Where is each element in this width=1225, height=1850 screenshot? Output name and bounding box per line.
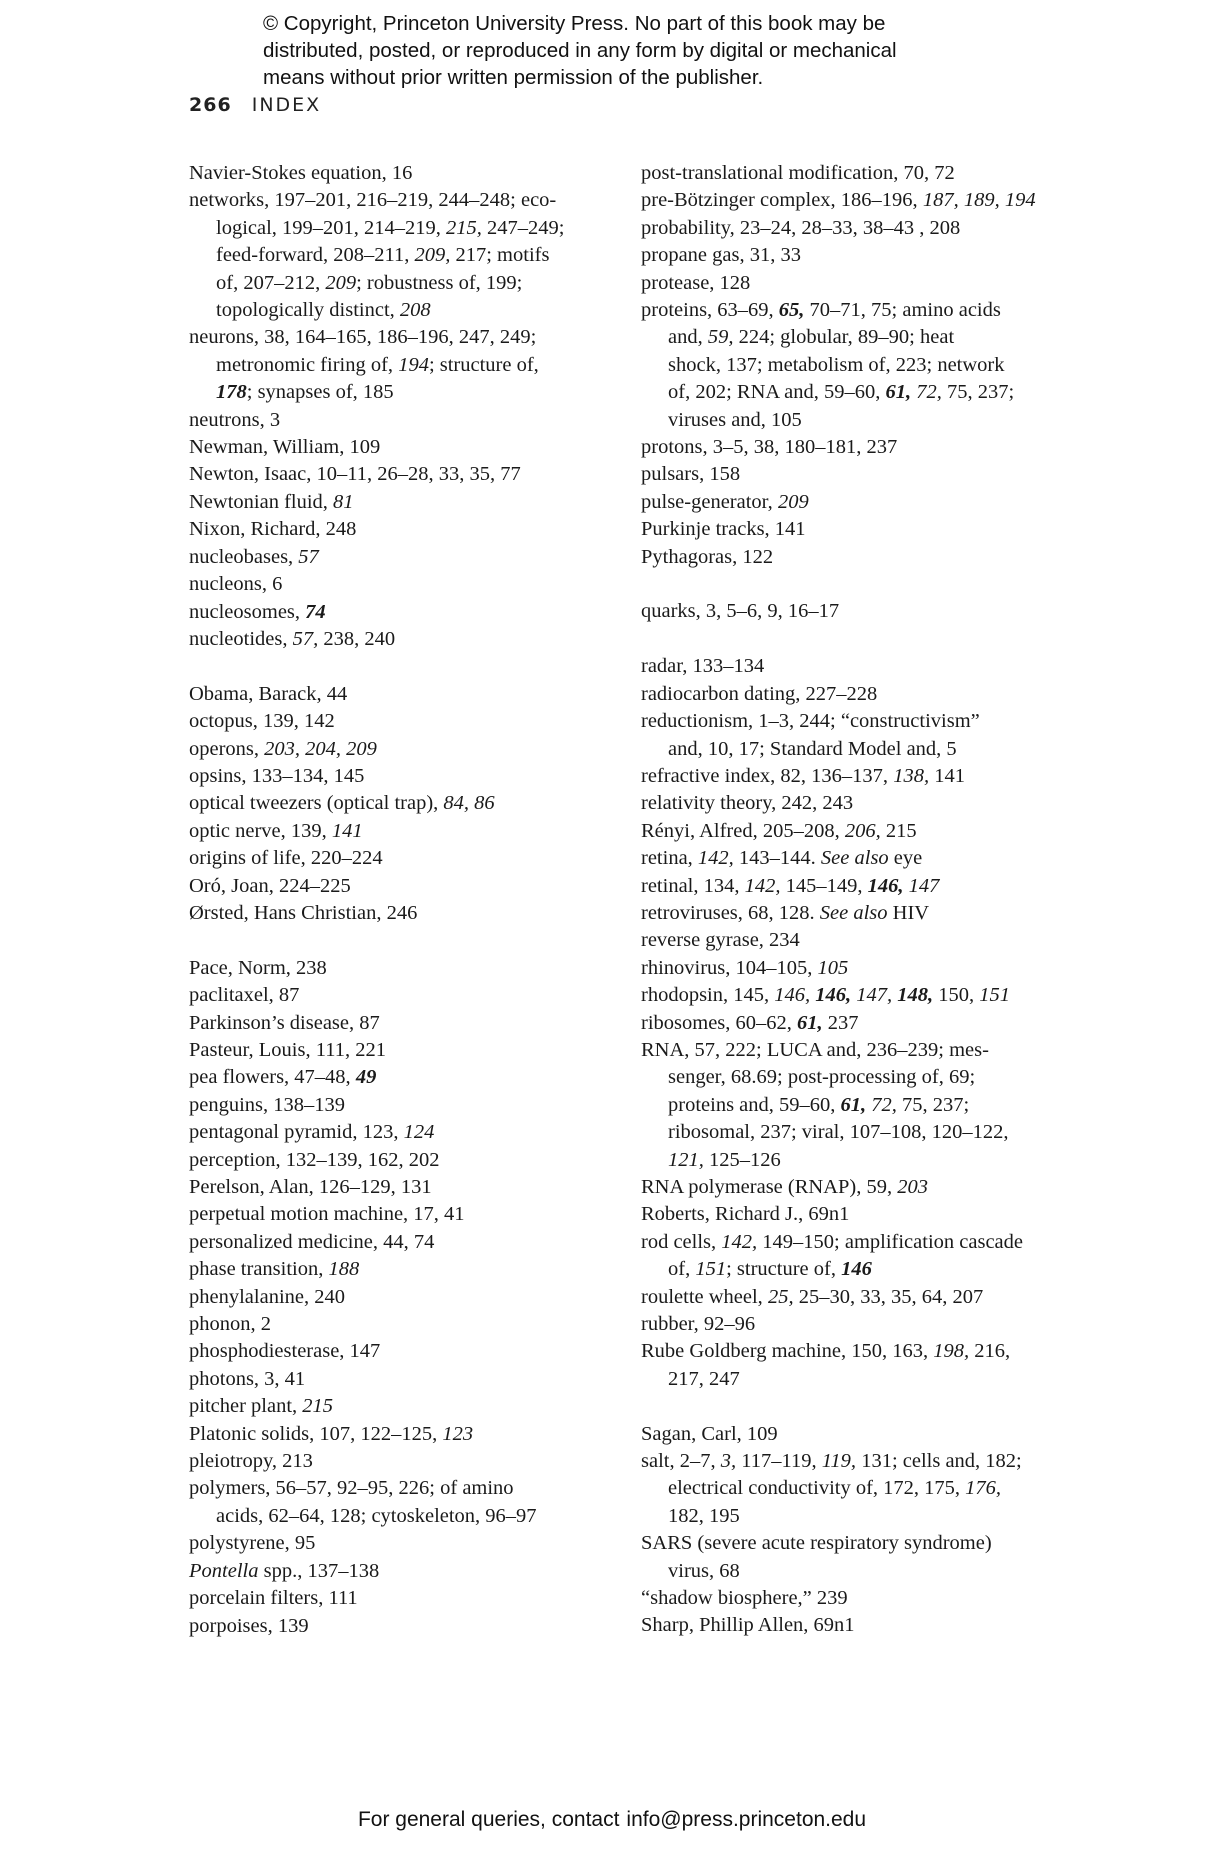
index-entry: origins of life, 220–224 <box>189 847 383 870</box>
index-entry: reductionism, 1–3, 244; “constructivism” and, 10, 17; Standard Model and, 5 <box>641 710 980 760</box>
index-entry: nucleons, 6 <box>189 573 283 596</box>
index-entry: Obama, Barack, 44 <box>189 682 348 705</box>
index-entry: post-translational modification, 70, 72 <box>641 162 955 184</box>
index-entry: optical tweezers (optical trap), 84, 86 <box>189 792 495 815</box>
index-entry: salt, 2–7, 3, 117–119, 119, 131; cells and, 182; electrical conductivity of, 172, 175, 176, 182, 195 <box>641 1450 1022 1527</box>
index-entry: relativity theory, 242, 243 <box>641 792 854 815</box>
index-entry: rhodopsin, 145, 146, 146, 147, 148, 150, 151 <box>641 984 1010 1007</box>
copyright-notice <box>263 10 983 91</box>
index-entry: phenylalanine, 240 <box>189 1285 345 1308</box>
contact-email-link[interactable]: info@press.princeton.edu <box>626 1808 867 1831</box>
index-entry: rhinovirus, 104–105, 105 <box>641 956 849 979</box>
index-entry: pulse-generator, 209 <box>641 490 809 513</box>
index-entry: retinal, 134, 142, 145–149, 146, 147 <box>641 874 940 897</box>
index-entry: porcelain filters, 111 <box>189 1587 358 1610</box>
index-entry: Pasteur, Louis, 111, 221 <box>189 1038 386 1061</box>
index-entry: protons, 3–5, 38, 180–181, 237 <box>641 436 898 459</box>
index-entry: rubber, 92–96 <box>641 1313 756 1336</box>
index-entry: Perelson, Alan, 126–129, 131 <box>189 1176 432 1198</box>
page-number: 266 <box>189 94 232 116</box>
index-entry: Sharp, Phillip Allen, 69n1 <box>641 1614 855 1637</box>
index-entry: Pontella spp., 137–138 <box>189 1559 380 1582</box>
index-entry: proteins, 63–69, 65, 70–71, 75; amino acids and, 59, 224; globular, 89–90; heat shock, 137; metabolism of, 223; network of, 202; RNA and, 59–60, 61, 72, 75, 237; viruses and, 105 <box>641 299 1015 431</box>
index-entry: porpoises, 139 <box>189 1614 309 1637</box>
index-entry: radiocarbon dating, 227–228 <box>641 682 878 705</box>
index-entry: octopus, 139, 142 <box>189 710 335 733</box>
index-entry: phosphodiesterase, 147 <box>189 1340 381 1363</box>
index-entry: Pythagoras, 122 <box>641 545 774 568</box>
index-entry: quarks, 3, 5–6, 9, 16–17 <box>641 600 840 623</box>
index-entry: RNA, 57, 222; LUCA and, 236–239; mes- senger, 68.69; post-processing of, 69; proteins and, 59–60, 61, 72, 75, 237; ribosomal, 237; viral, 107–108, 120–122, 121, 125–126 <box>641 1038 1009 1171</box>
copyright-line: distributed, posted, or reproduced in any form by digital or mechanical <box>263 39 897 62</box>
index-column-left <box>189 160 609 1640</box>
footer-text: For general queries, contact <box>357 1808 620 1831</box>
index-entry: neutrons, 3 <box>189 408 281 431</box>
index-entry: pleiotropy, 213 <box>189 1450 313 1473</box>
index-entry: nucleobases, 57 <box>189 545 319 568</box>
index-entry: Newtonian fluid, 81 <box>189 490 354 513</box>
index-entry: pentagonal pyramid, 123, 124 <box>189 1121 435 1144</box>
index-entry: Sagan, Carl, 109 <box>641 1422 778 1445</box>
index-entry: opsins, 133–134, 145 <box>189 764 365 787</box>
running-head <box>189 94 321 116</box>
index-entry: Newton, Isaac, 10–11, 26–28, 33, 35, 77 <box>189 463 521 486</box>
index-entry: pea flowers, 47–48, 49 <box>189 1066 377 1089</box>
index-entry: retina, 142, 143–144. See also eye <box>641 847 923 870</box>
index-entry: optic nerve, 139, 141 <box>189 819 363 842</box>
index-entry: Parkinson’s disease, 87 <box>189 1011 380 1034</box>
footer <box>0 1808 1225 1832</box>
index-entry: operons, 203, 204, 209 <box>189 737 377 760</box>
index-entry: Roberts, Richard J., 69n1 <box>641 1203 850 1226</box>
index-entry: neurons, 38, 164–165, 186–196, 247, 249; metronomic firing of, 194; structure of, 178; synapses of, 185 <box>189 326 539 404</box>
index-entry: Rube Goldberg machine, 150, 163, 198, 216, 217, 247 <box>641 1340 1011 1390</box>
index-entry: Pace, Norm, 238 <box>189 956 327 979</box>
index-entry: networks, 197–201, 216–219, 244–248; eco- logical, 199–201, 214–219, 215, 247–249; feed-forward, 208–211, 209, 217; motifs of, 207–212, 209; robustness of, 199; topologically distinct, 208 <box>189 189 565 322</box>
index-entry: pitcher plant, 215 <box>189 1395 334 1418</box>
index-entry: polystyrene, 95 <box>189 1532 316 1555</box>
section-title: INDEX <box>251 94 322 116</box>
index-entry: Platonic solids, 107, 122–125, 123 <box>189 1422 474 1445</box>
copyright-line: © Copyright, Princeton University Press. No part of this book may be <box>263 12 886 35</box>
index-entry: roulette wheel, 25, 25–30, 33, 35, 64, 207 <box>641 1285 984 1308</box>
index-entry: reverse gyrase, 234 <box>641 929 800 952</box>
index-entry: Newman, William, 109 <box>189 436 381 459</box>
letter-group-gap <box>641 1393 1081 1420</box>
letter-group-gap <box>189 927 609 954</box>
index-entry: pre-Bötzinger complex, 186–196, 187, 189, 194 <box>641 189 1036 212</box>
index-entry: nucleosomes, 74 <box>189 600 326 623</box>
index-entry: Navier-Stokes equation, 16 <box>189 162 413 184</box>
index-entry: Oró, Joan, 224–225 <box>189 874 351 897</box>
index-entry: phase transition, 188 <box>189 1258 360 1281</box>
index-entry: radar, 133–134 <box>641 655 765 678</box>
index-entry: refractive index, 82, 136–137, 138, 141 <box>641 764 965 787</box>
index-entry: Purkinje tracks, 141 <box>641 518 806 541</box>
index-entry: photons, 3, 41 <box>189 1367 306 1390</box>
index-entry: nucleotides, 57, 238, 240 <box>189 627 396 650</box>
index-entry: retroviruses, 68, 128. See also HIV <box>641 901 930 924</box>
index-entry: probability, 23–24, 28–33, 38–43 , 208 <box>641 216 961 239</box>
letter-group-gap <box>641 626 1081 653</box>
index-entry: Rényi, Alfred, 205–208, 206, 215 <box>641 819 917 842</box>
index-entry: phonon, 2 <box>189 1313 271 1336</box>
index-entry: penguins, 138–139 <box>189 1093 346 1116</box>
index-entry: propane gas, 31, 33 <box>641 244 801 267</box>
index-entry: protease, 128 <box>641 271 751 294</box>
letter-group-gap <box>641 571 1081 598</box>
index-entry: perpetual motion machine, 17, 41 <box>189 1203 465 1226</box>
index-entry: “shadow biosphere,” 239 <box>641 1587 848 1610</box>
index-column-right <box>641 160 1081 1640</box>
index-entry: pulsars, 158 <box>641 463 741 486</box>
copyright-line: means without prior written permission of the publisher. <box>263 66 764 89</box>
letter-group-gap <box>189 653 609 680</box>
index-entry: Ørsted, Hans Christian, 246 <box>189 901 418 924</box>
index-entry: personalized medicine, 44, 74 <box>189 1230 435 1253</box>
index-entry: SARS (severe acute respiratory syndrome) virus, 68 <box>641 1532 992 1582</box>
index-entry: Nixon, Richard, 248 <box>189 518 357 541</box>
index-entry: paclitaxel, 87 <box>189 984 300 1007</box>
index-entry: RNA polymerase (RNAP), 59, 203 <box>641 1176 928 1198</box>
index-entry: ribosomes, 60–62, 61, 237 <box>641 1011 859 1034</box>
index-entry: rod cells, 142, 149–150; amplification cascade of, 151; structure of, 146 <box>641 1230 1023 1281</box>
index-entry: polymers, 56–57, 92–95, 226; of amino acids, 62–64, 128; cytoskeleton, 96–97 <box>189 1477 537 1527</box>
index-entry: perception, 132–139, 162, 202 <box>189 1148 440 1171</box>
